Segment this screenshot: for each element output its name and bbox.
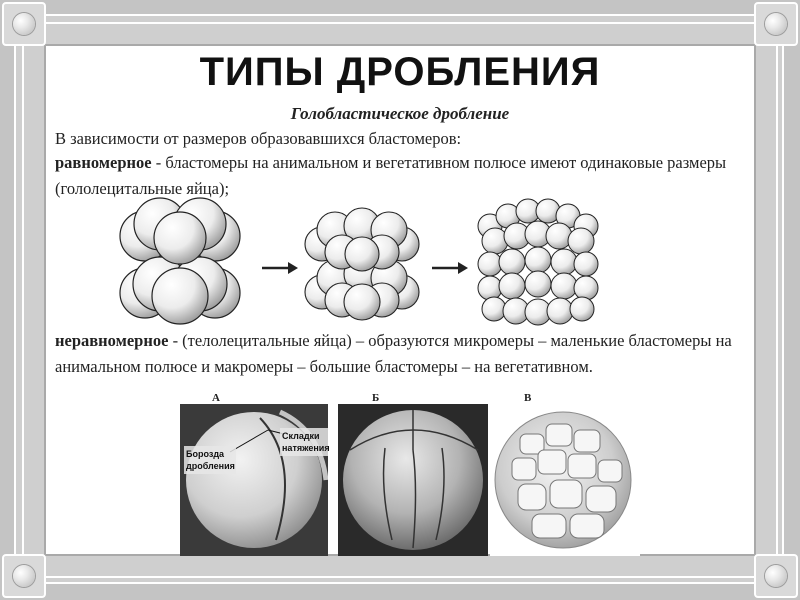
corner-knob-icon: [765, 13, 787, 35]
corner-ornament-bottom-left: [2, 554, 46, 598]
micrograph-panel: [180, 390, 640, 560]
micrograph-b: [338, 404, 488, 556]
equal-cleavage-description: - бластомеры на анимальном и вегетативном полюсе имеют одинаковые размеры (гололецитальные яйца);: [55, 153, 727, 198]
micrograph-a: [180, 404, 330, 556]
annotation-folds-line-2: натяжения: [282, 443, 330, 453]
photo-label-v: В: [524, 392, 532, 404]
cleavage-stages-illustration: [110, 196, 610, 331]
annotation-folds-line-1: Складки: [282, 431, 320, 441]
intro-text: В зависимости от размеров образовавшихся бластомеров:: [55, 129, 462, 148]
corner-ornament-top-left: [2, 2, 46, 46]
arrow-right-icon: [262, 262, 298, 274]
corner-knob-icon: [13, 13, 35, 35]
photo-label-a: А: [212, 392, 220, 404]
cell-cluster-32: [478, 199, 598, 325]
slide-subtitle: Голобластическое дробление: [290, 104, 510, 123]
corner-knob-icon: [765, 565, 787, 587]
annotation-furrow-line-1: Борозда: [186, 449, 225, 459]
unequal-cleavage-description: - (телолецитальные яйца) – образуются микромеры – маленькие бластомеры на анимальном полюсе и макромеры – большие бластомеры – на вегетативном.: [55, 331, 732, 376]
equal-cleavage-term: равномерное: [55, 153, 152, 172]
arrow-right-icon: [432, 262, 468, 274]
corner-ornament-top-right: [754, 2, 798, 46]
annotation-furrow-line-2: дробления: [186, 461, 235, 471]
corner-knob-icon: [13, 565, 35, 587]
unequal-cleavage-paragraph: [55, 328, 755, 380]
slide-title: ТИПЫ ДРОБЛЕНИЯ: [199, 50, 601, 94]
cell-cluster-16: [305, 208, 419, 320]
corner-ornament-bottom-right: [754, 554, 798, 598]
unequal-cleavage-term: неравномерное: [55, 331, 169, 350]
micrograph-v: [490, 404, 640, 556]
equal-cleavage-paragraph: [55, 150, 755, 202]
cell-cluster-8: [120, 198, 240, 324]
photo-label-b: Б: [372, 392, 380, 404]
